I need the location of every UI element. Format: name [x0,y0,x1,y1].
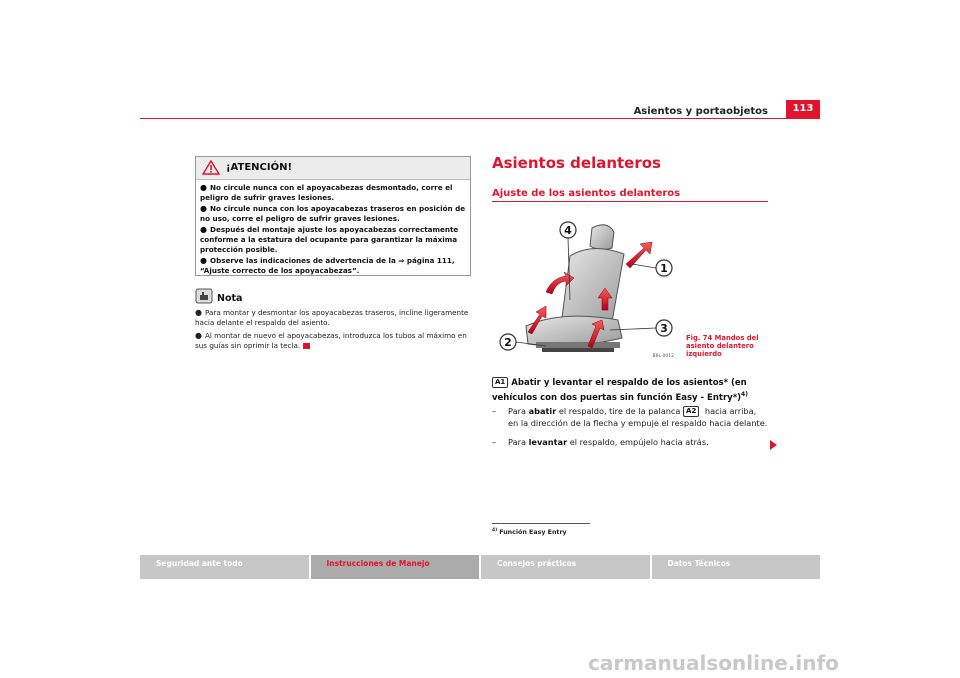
subsection-title: Ajuste de los asientos delanteros [492,188,681,199]
warning-header [196,157,470,180]
figure-label-4: 4 [564,224,572,237]
bullet-icon: ● [200,183,207,192]
tab-instrucciones[interactable]: Instrucciones de Manejo [311,555,480,579]
warning-item: ● No circule nunca con el apoyacabezas desmontado, corre el peligro de sufrir graves lesiones. [200,183,453,202]
note-list [195,308,471,354]
watermark: carmanualsonline.info [588,651,839,675]
warning-item: ● No circule nunca con los apoyacabezas traseros en posición de no uso, corre el peligro de sufrir graves lesiones. [200,204,466,223]
bullet-icon: ● [195,308,202,317]
page-number: 113 [786,100,820,118]
bullet-icon: ● [200,225,207,234]
figure-code: B6L-0012 [652,354,674,359]
warning-item: ● Después del montaje ajuste los apoyacabezas correctamente conforme a la estatura del ocupante para garantizar la máxima protección posible. [200,225,459,254]
warning-box [195,156,471,276]
procedure-step: – Para abatir el respaldo, tire de la palanca A2 hacia arriba, en la dirección de la flecha y empuje el respaldo hacia delante. [492,406,768,428]
warning-triangle-icon [202,160,220,179]
callout-a2: A2 [683,406,699,417]
procedure-step: – Para levantar el respaldo, empújelo hacia atrás. [492,437,709,447]
note-icon [195,288,213,308]
note-item: ● Para montar y desmontar los apoyacabezas traseros, incline ligeramente hacia delante el respaldo del asiento. [195,308,469,327]
footer-nav [140,555,820,579]
section-title: Asientos delanteros [492,154,661,172]
tab-consejos[interactable]: Consejos prácticos [481,555,650,579]
bullet-icon: ● [200,256,207,265]
note-item: ● Al montar de nuevo el apoyacabezas, introduzca los tubos al máximo en sus guías sin oprimir la tecla. [195,331,467,350]
section-end-icon [303,343,310,349]
figure-label-1: 1 [660,262,668,275]
tab-datos[interactable]: Datos Técnicos [652,555,821,579]
warning-title: ¡ATENCIÓN! [226,162,293,173]
figure-caption: Fig. 74 Mandos del asiento delantero izquierdo [686,334,759,358]
footnote: $^{4)}$ Función Easy Entry [492,528,567,537]
figure-label-3: 3 [660,322,668,335]
continue-arrow-icon [770,440,777,450]
subsection-divider [492,201,768,202]
bullet-icon: ● [195,331,202,340]
footnote-divider [492,523,590,524]
header-divider [140,118,820,119]
seat-controls-figure [492,214,678,360]
page-header-title: Asientos y portaobjetos [633,106,768,117]
note-title: Nota [217,293,243,304]
tab-seguridad[interactable]: Seguridad ante todo [140,555,309,579]
warning-item: ● Observe las indicaciones de advertencia de la ⇒ página 111, “Ajuste correcto de los apoyacabezas”. [200,256,455,275]
seat-illustration [492,214,678,360]
footnote-ref[interactable]: 4) [741,391,748,398]
callout-a1: A1 [492,377,508,388]
bullet-icon: ● [200,204,207,213]
figure-label-2: 2 [504,336,512,349]
procedure-heading: A1 Abatir y levantar el respaldo de los asientos* (en vehículos con dos puertas sin función Easy - Entry*)$^{4)}$ [492,378,748,403]
